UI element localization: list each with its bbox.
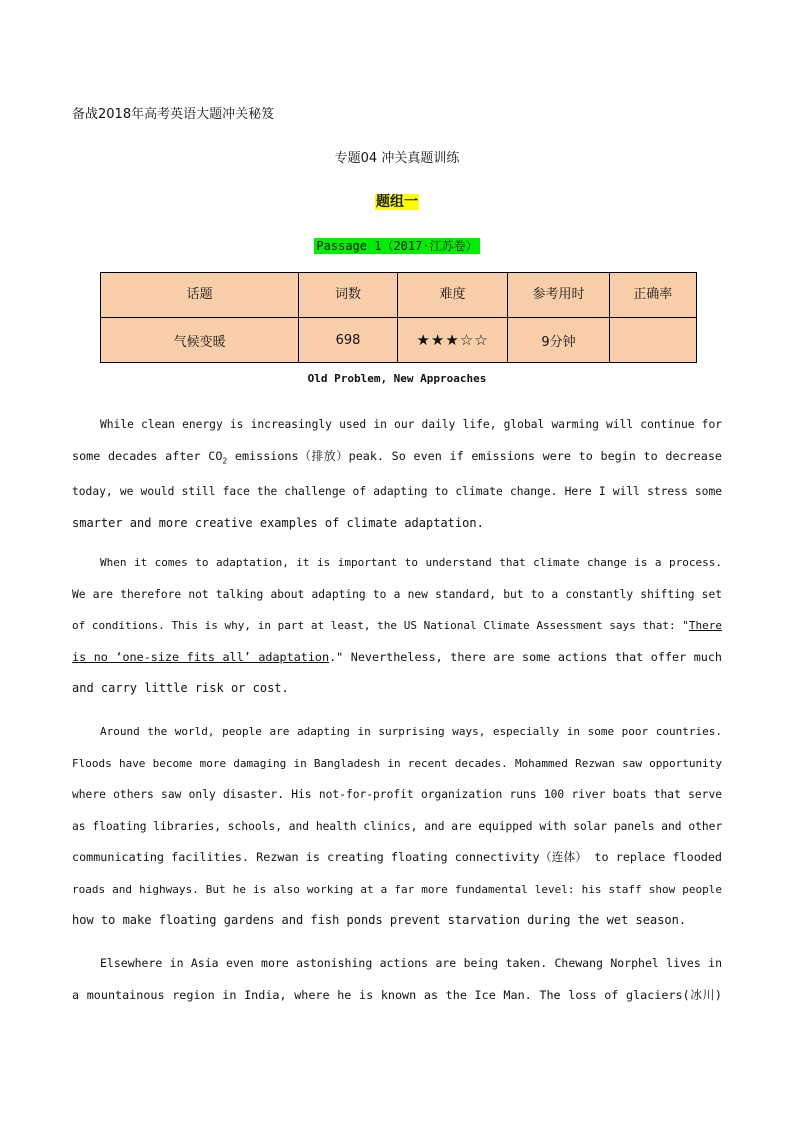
text-line: When it comes to adaptation, it is important to understand that climate change is a process. bbox=[100, 556, 722, 569]
text-line: While clean energy is increasingly used in our daily life, global warming will continue for bbox=[100, 418, 722, 431]
text-line bbox=[72, 642, 722, 674]
topic-heading: 专题04 冲关真题训练 bbox=[334, 151, 460, 166]
text-line: We are therefore not talking about adapting to a new standard, but to a constantly shifting set bbox=[72, 587, 722, 601]
text-line: roads and highways. But he is also working at a far more fundamental level: his staff show people bbox=[72, 882, 722, 896]
text-line: where others saw only disaster. His not-for-profit organization runs 100 river boats that serve bbox=[72, 788, 722, 801]
text-fragment: some decades after CO bbox=[72, 448, 223, 463]
article-title: Old Problem, New Approaches bbox=[307, 372, 487, 385]
group-label: 题组一 bbox=[376, 194, 418, 210]
accuracy-cell bbox=[609, 318, 696, 363]
text-fragment: emissions（排放）peak. So even if emissions were to begin to decrease bbox=[227, 448, 722, 463]
difficulty-cell bbox=[397, 318, 508, 363]
table-header-cell: 正确率 bbox=[609, 273, 696, 318]
text-line: Around the world, people are adapting in surprising ways, especially in some poor countries. bbox=[100, 725, 722, 738]
table-header-cell: 话题 bbox=[101, 273, 299, 318]
text-line: smarter and more creative examples of climate adaptation. bbox=[72, 515, 484, 530]
text-line bbox=[72, 441, 722, 477]
text-line: communicating facilities. Rezwan is creating floating connectivity（连体） to replace flooded bbox=[72, 850, 722, 864]
word-count-cell: 698 bbox=[299, 318, 397, 363]
underlined-quote: There bbox=[688, 619, 722, 632]
topic-cell: 气候变暖 bbox=[101, 318, 299, 363]
paragraph-4 bbox=[72, 948, 722, 1011]
series-header: 备战2018年高考英语大题冲关秘笈 bbox=[72, 107, 275, 122]
time-cell: 9分钟 bbox=[508, 318, 609, 363]
text-line: as floating libraries, schools, and health clinics, and are equipped with solar panels and other bbox=[72, 819, 723, 833]
table-header-cell: 难度 bbox=[397, 273, 508, 318]
underlined-quote: is no ‘one-size fits all’ adaptation bbox=[72, 649, 330, 664]
subscript: 2 bbox=[222, 455, 228, 465]
text-line: Elsewhere in Asia even more astonishing actions are being taken. Chewang Norphel lives in bbox=[100, 956, 722, 970]
paragraph-1 bbox=[72, 409, 722, 539]
passage-label bbox=[0, 235, 794, 254]
text-fragment: of conditions. This is why, in part at least, the US National Climate Assessment says that: " bbox=[72, 619, 689, 632]
paragraph-2 bbox=[72, 547, 722, 705]
group-heading bbox=[0, 191, 794, 211]
table-header-cell: 参考用时 bbox=[508, 273, 609, 318]
text-line: and carry little risk or cost. bbox=[72, 681, 289, 695]
info-table bbox=[100, 272, 697, 363]
text-line: Floods have become more damaging in Bangladesh in recent decades. Mohammed Rezwan saw opportunity bbox=[72, 756, 722, 770]
star-rating: ★★★☆☆ bbox=[416, 331, 489, 349]
text-line: today, we would still face the challenge of adapting to climate change. Here I will stress some bbox=[72, 485, 722, 499]
text-line: how to make floating gardens and fish ponds prevent starvation during the wet season. bbox=[72, 913, 687, 927]
text-line bbox=[72, 610, 722, 642]
table-row bbox=[101, 318, 697, 363]
table-header-row bbox=[101, 273, 697, 318]
text-line: a mountainous region in India, where he is known as the Ice Man. The loss of glaciers(冰川) bbox=[72, 987, 722, 1002]
table-header-cell: 词数 bbox=[299, 273, 397, 318]
paragraph-3 bbox=[72, 716, 722, 937]
passage-label-text: Passage 1（2017·江苏卷） bbox=[316, 239, 478, 253]
text-fragment: ." Nevertheless, there are some actions that offer much bbox=[329, 649, 722, 664]
